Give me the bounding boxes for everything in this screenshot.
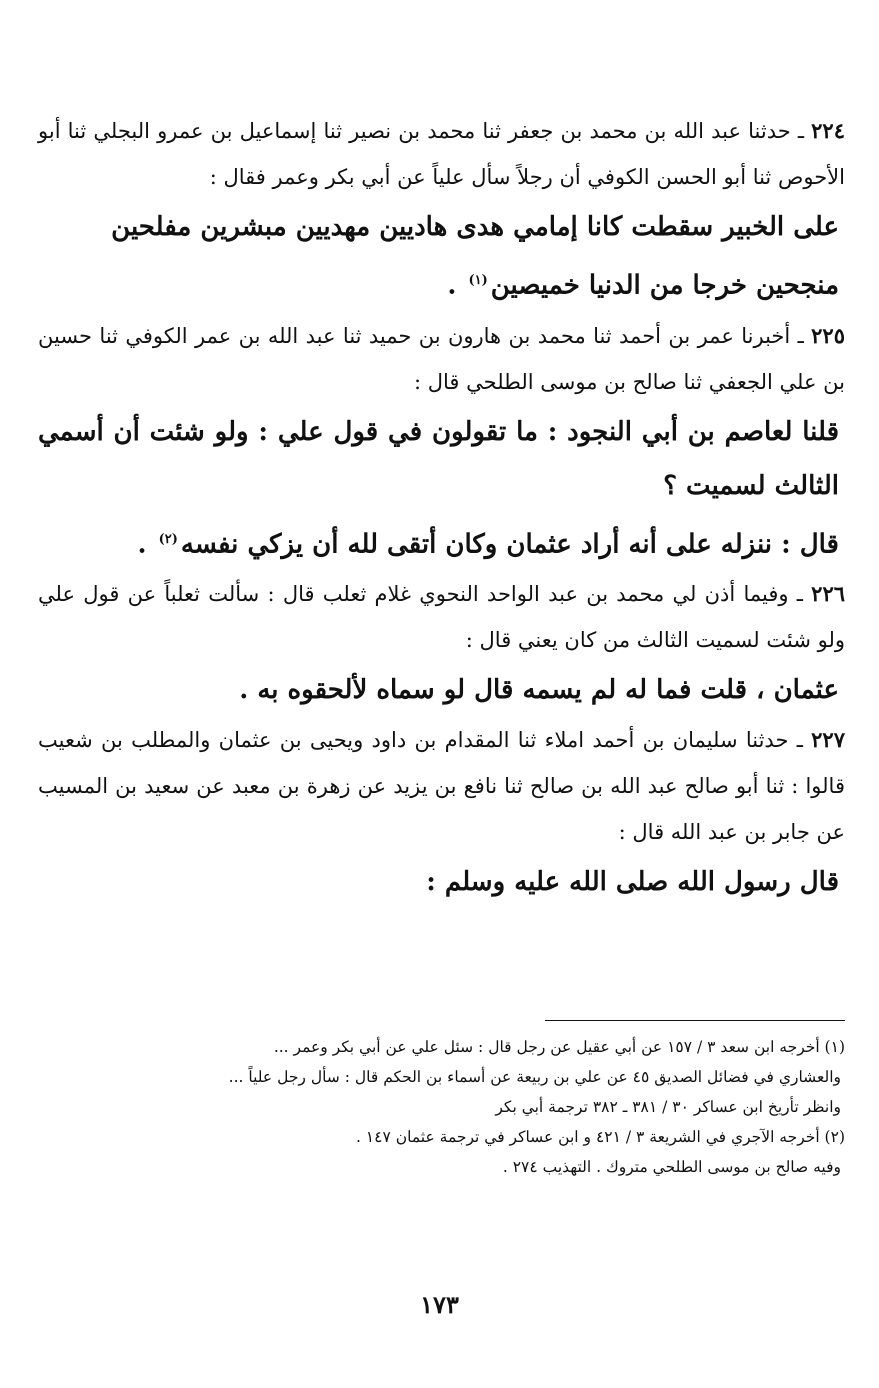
footnote-1-continuation: وانظر تأريخ ابن عساكر ٣٠ / ٣٨١ ـ ٣٨٢ ترجمة أبي بكر — [495, 1098, 841, 1116]
entry-text: ـ حدثنا سليمان بن أحمد املاء ثنا المقدام بن داود ويحيى بن عثمان والمطلب بن شعيب قالوا : ثنا أبو صالح عبد الله بن صالح ثنا نافع بن يزيد عن زهرة بن معبد عن سعيد بن المسيب عن جابر بن عبد الله قال : — [38, 728, 845, 845]
footnote-divider — [545, 1020, 845, 1021]
entry-number: ٢٢٥ — [811, 322, 845, 348]
entry-text: ـ حدثنا عبد الله بن محمد بن جعفر ثنا محمد بن نصير ثنا إسماعيل بن عمرو البجلي ثنا أبو الأحوص ثنا أبو الحسن الكوفي أن رجلاً سأل علياً عن أبي بكر وعمر فقال : — [38, 119, 845, 189]
quote-line: قال : ننزله على أنه أراد عثمان وكان أتقى لله أن يزكي نفسه — [180, 529, 839, 560]
entry-text: ـ أخبرنا عمر بن أحمد ثنا محمد بن هارون بن حميد ثنا عبد الله بن عمر الكوفي ثنا حسين بن علي الجعفي ثنا صالح بن موسى الطلحي قال : — [38, 323, 845, 394]
entry-number: ٢٢٧ — [811, 727, 845, 753]
footnote-1: (١) أخرجه ابن سعد ٣ / ١٥٧ عن أبي عقيل عن رجل قال : سئل علي عن أبي بكر وعمر ... — [273, 1038, 845, 1056]
footnote-reference[interactable]: (٢) — [158, 531, 178, 547]
quote-line: قال رسول الله صلى الله عليه وسلم : — [426, 867, 839, 898]
quote-line-with-footnote: قال : ننزله على أنه أراد عثمان وكان أتقى لله أن يزكي نفسه$^{(٢)}$ . — [137, 529, 839, 560]
entry-224 — [38, 108, 845, 200]
quote-line: منجحين خرجا من الدنيا خميصين — [490, 270, 839, 301]
footnote-2-continuation: وفيه صالح بن موسى الطلحي متروك . التهذيب ٢٧٤ . — [502, 1158, 841, 1176]
quote-line: على الخبير سقطت كانا إمامي هدى هاديين مهديين مبشرين مفلحين — [111, 212, 839, 242]
page-number: ١٧٣ — [420, 1290, 459, 1319]
quote-line: قلنا لعاصم بن أبي النجود : ما تقولون في قول علي : ولو شئت أن أسمي الثالث لسميت ؟ — [38, 416, 840, 501]
entry-number: ٢٢٤ — [811, 118, 845, 143]
footnote-2: (٢) أخرجه الآجري في الشريعة ٣ / ٤٢١ و ابن عساكر في ترجمة عثمان ١٤٧ . — [355, 1128, 845, 1146]
footnote-reference[interactable]: (١) — [468, 273, 488, 288]
entry-227 — [38, 717, 845, 855]
entry-number: ٢٢٦ — [811, 581, 846, 607]
main-text — [38, 108, 845, 909]
entry-226 — [38, 571, 845, 663]
footnote-1-continuation: والعشاري في فضائل الصديق ٤٥ عن علي بن ربيعة عن أسماء بن الحكم قال : سأل رجل علياً ... — [228, 1068, 841, 1086]
quote-line-with-footnote: منجحين خرجا من الدنيا خميصين$^{(١)}$ . — [447, 270, 839, 301]
entry-text: ـ وفيما أذن لي محمد بن عبد الواحد النحوي غلام ثعلب قال : سألت ثعلباً عن قول علي ولو شئت لسميت الثالث من كان يعني قال : — [38, 582, 845, 653]
entry-225 — [38, 313, 845, 405]
footnotes — [60, 1032, 845, 1182]
quote-line: عثمان ، قلت فما له لم يسمه قال لو سماه لألحقوه به . — [239, 675, 839, 706]
